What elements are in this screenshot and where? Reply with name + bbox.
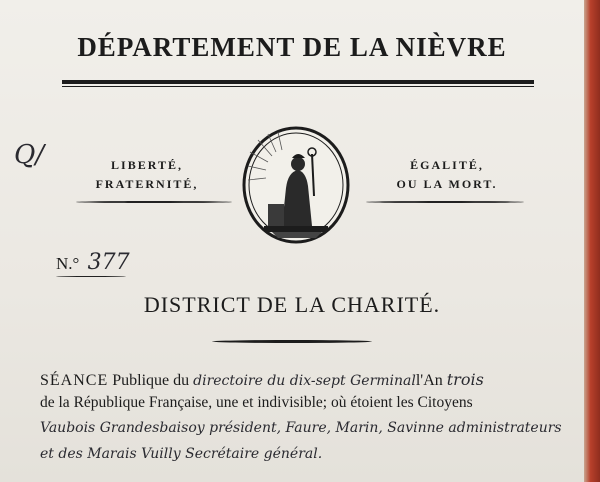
body-line-2: de la République Française, une et indivisible; où étoient les Citoyens — [40, 394, 473, 411]
motto-ou-la-mort: OU LA MORT. — [396, 177, 498, 191]
body-line-1 — [40, 370, 484, 390]
district-rule — [212, 340, 372, 343]
motto-right — [372, 156, 522, 194]
page-edge — [584, 0, 600, 482]
seance-year-handwritten: trois — [446, 370, 484, 389]
motto-left-flourish — [76, 201, 232, 203]
number-value: 377 — [87, 250, 130, 275]
motto-right-flourish — [366, 201, 524, 203]
department-title: DÉPARTEMENT DE LA NIÈVRE — [77, 32, 507, 62]
seance-printed: Publique du — [112, 372, 190, 389]
motto-liberte: LIBERTÉ, — [111, 158, 183, 172]
seance-handwritten: directoire du dix-sept Germinal — [193, 373, 416, 389]
margin-note: Q/ — [14, 140, 45, 170]
motto-left — [72, 156, 222, 194]
title-rule-thick — [62, 80, 534, 84]
body-line-4: et des Marais Vuilly Secrétaire général. — [40, 446, 323, 462]
motto-egalite: ÉGALITÉ, — [410, 158, 484, 172]
seance-label: SÉANCE — [40, 372, 109, 389]
motto-fraternite: FRATERNITÉ, — [95, 177, 199, 191]
title-rule-thin — [62, 86, 534, 87]
body-line-3: Vaubois Grandesbaisoy président, Faure, Marin, Savinne administrateurs — [40, 420, 562, 436]
liberty-figure-medallion-icon — [242, 126, 350, 244]
number-underline — [56, 276, 126, 277]
seance-year-label: l'An — [415, 372, 443, 389]
district-heading: DISTRICT DE LA CHARITÉ. — [143, 292, 441, 317]
number-label: N.° — [56, 254, 80, 273]
record-number — [56, 250, 130, 275]
